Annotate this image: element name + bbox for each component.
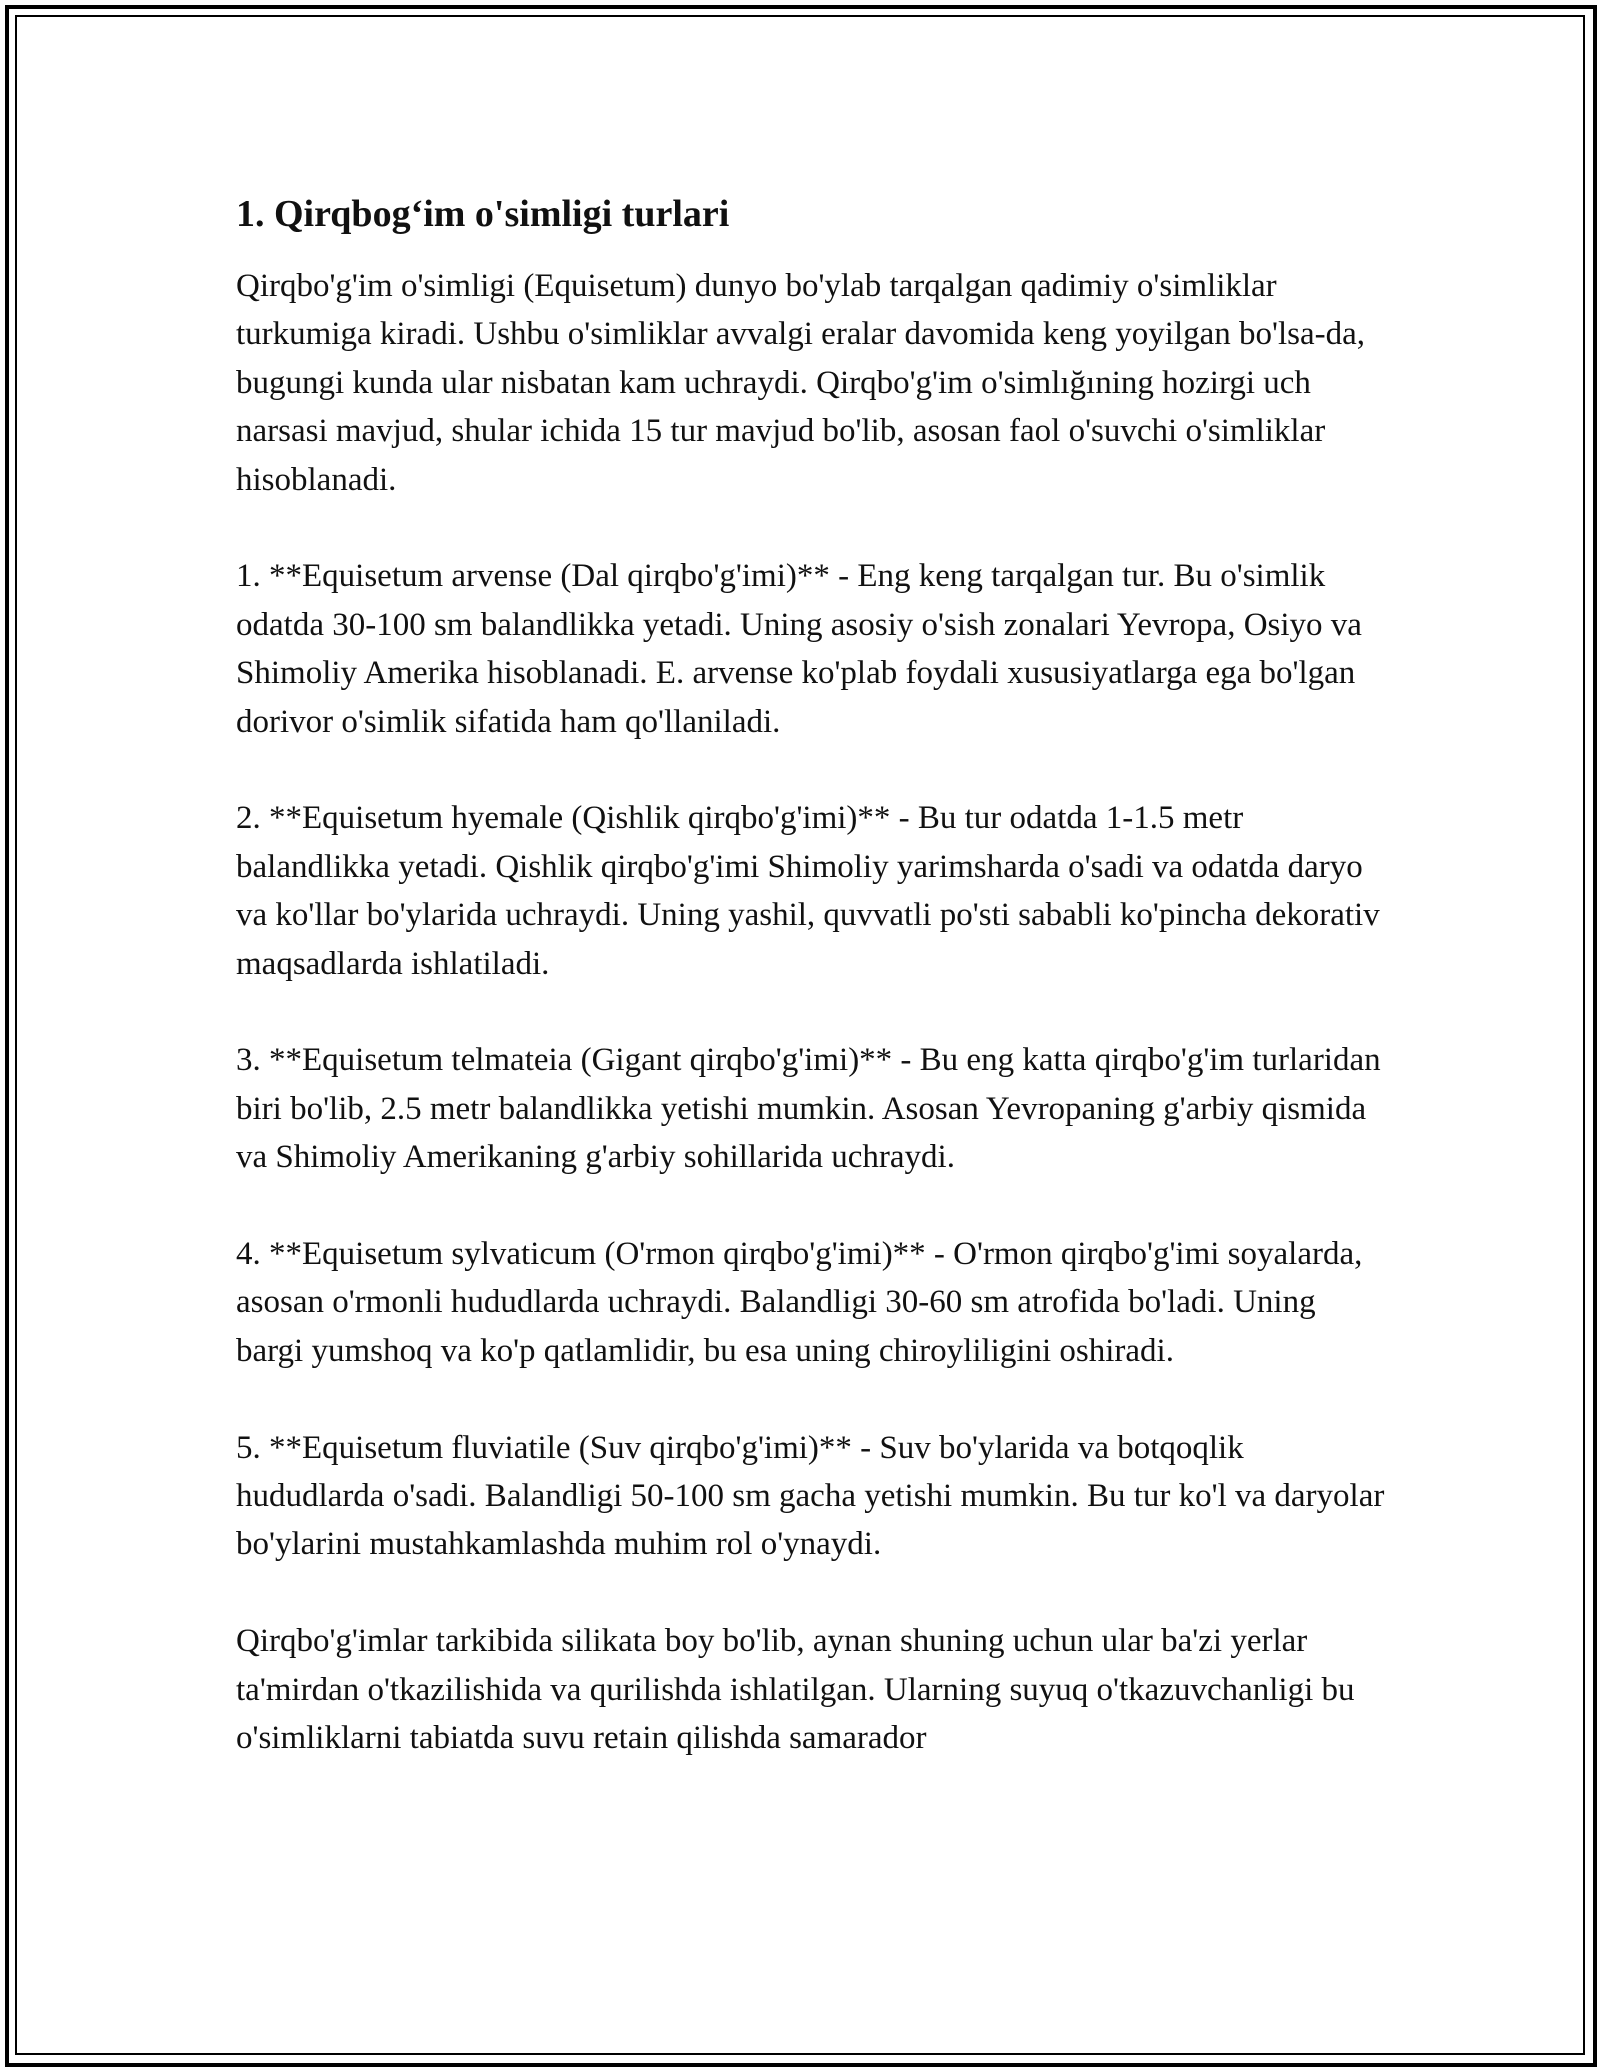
paragraph-species-3: 3. **Equisetum telmateia (Gigant qirqbo'g'imi)** - Bu eng katta qirqbo'g'im turlaridan biri bo'lib, 2.5 metr balandlikka yetishi mumkin. Asosan Yevropaning g'arbiy qismida va Shimoliy Amerikaning g'arbiy sohillarida uchraydi. bbox=[236, 1042, 1381, 1176]
paragraph-species-1: 1. **Equisetum arvense (Dal qirqbo'g'imi)** - Eng keng tarqalgan tur. Bu o'simlik odatda 30-100 sm balandlikka yetadi. Uning asosiy o'sish zonalari Yevropa, Osiyo va Shimoliy Amerika hisoblanadi. E. arvense ko'plab foydali xususiyatlarga ega bo'lgan dorivor o'simlik sifatida ham qo'llaniladi. bbox=[236, 558, 1362, 740]
paragraph-species-5: 5. **Equisetum fluviatile (Suv qirqbo'g'imi)** - Suv bo'ylarida va botqoqlik hududlarda o'sadi. Balandligi 50-100 sm gacha yetishi mumkin. Bu tur ko'l va daryolar bo'ylarini mustahkamlashda muhim rol o'ynaydi. bbox=[236, 1429, 1385, 1563]
document-body bbox=[236, 186, 1386, 1763]
paragraph-species-2: 2. **Equisetum hyemale (Qishlik qirqbo'g'imi)** - Bu tur odatda 1-1.5 metr balandlikka yetadi. Qishlik qirqbo'g'imi Shimoliy yarimsharda o'sadi va odatda daryo va ko'llar bo'ylarida uchraydi. Uning yashil, quvvatli po'sti sababli ko'pincha dekorativ maqsadlarda ishlatiladi. bbox=[236, 800, 1380, 982]
paragraph-species-4: 4. **Equisetum sylvaticum (O'rmon qirqbo'g'imi)** - O'rmon qirqbo'g'imi soyalarda, asosan o'rmonli hududlarda uchraydi. Balandligi 30-60 sm atrofida bo'ladi. Uning bargi yumshoq va ko'p qatlamlidir, bu esa uning chiroyliligini oshiradi. bbox=[236, 1236, 1363, 1369]
paragraph-intro: Qirqbo'g'im o'simligi (Equisetum) dunyo bo'ylab tarqalgan qadimiy o'simliklar turkumiga kiradi. Ushbu o'simliklar avvalgi eralar davomida keng yoyilgan bo'lsa-da, bugungi kunda ular nisbatan kam uchraydi. Qirqbo'g'im o'simlığıning hozirgi uch narsasi mavjud, shular ichida 15 tur mavjud bo'lib, asosan faol o'suvchi o'simliklar hisoblanadi. bbox=[236, 268, 1366, 498]
section-heading: 1. Qirqbog‘im o'simligi turlari bbox=[236, 193, 730, 235]
paragraph-conclusion: Qirqbo'g'imlar tarkibida silikata boy bo'lib, aynan shuning uchun ular ba'zi yerlar ta'mirdan o'tkazilishida va qurilishda ishlatilgan. Ularning suyuq o'tkazuvchanligi bu o'simliklarni tabiatda suvu retain qilishda samarador bbox=[236, 1623, 1355, 1757]
